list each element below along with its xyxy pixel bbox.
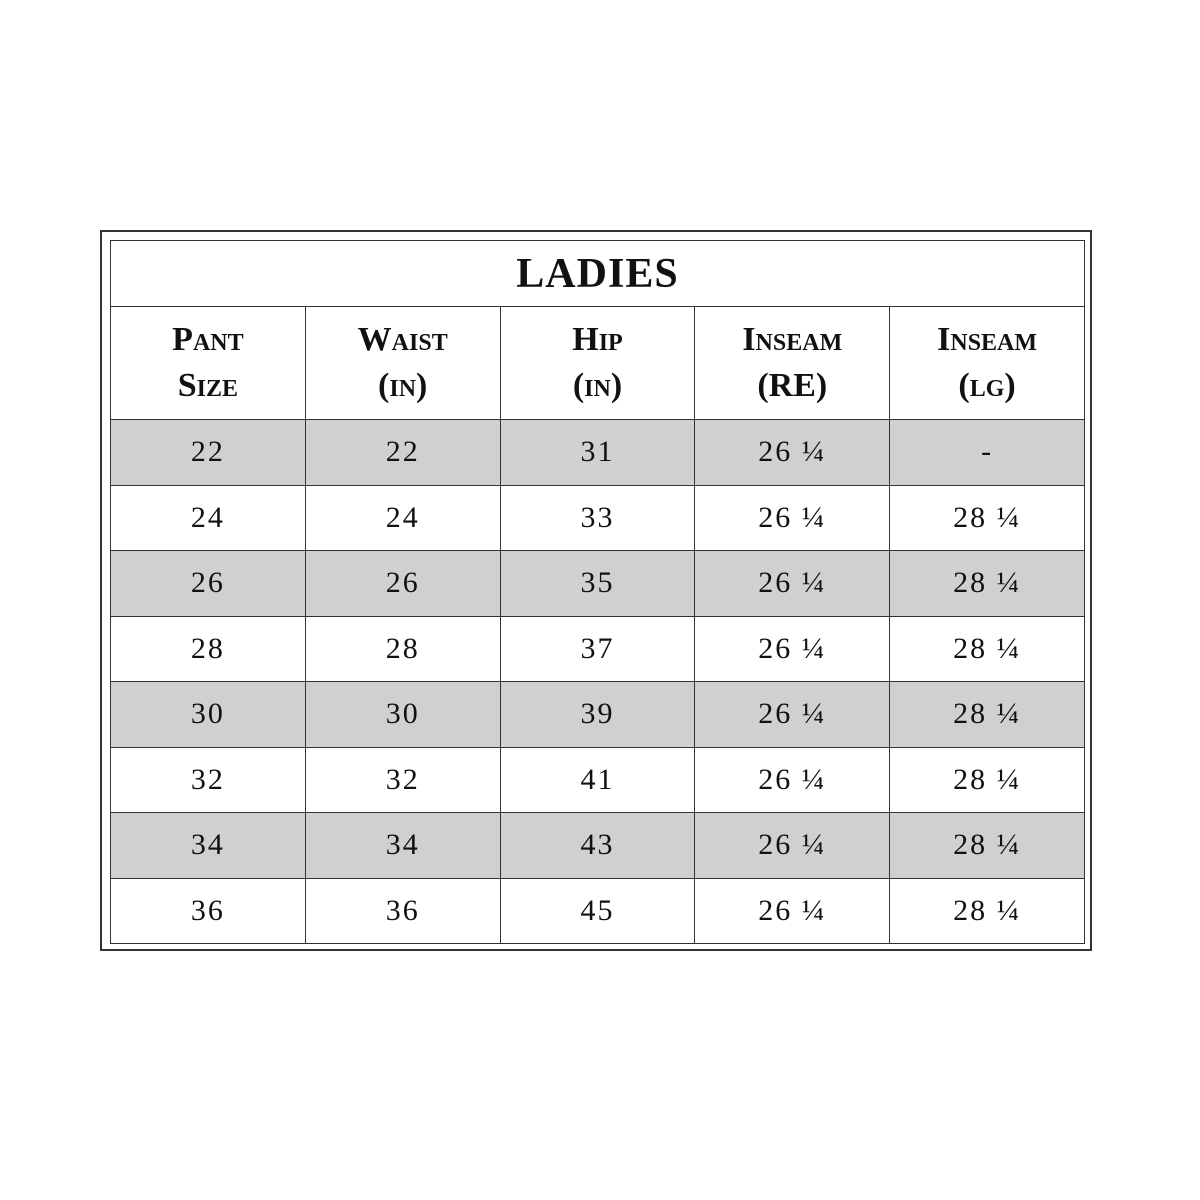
cell-pant-size: 22 (111, 420, 306, 485)
table-row (111, 813, 1084, 879)
cell-hip: 35 (501, 551, 696, 616)
cell-hip: 41 (501, 748, 696, 813)
cell-inseam-lg: 28 ¼ (953, 631, 1022, 665)
cell-pant-size: 36 (111, 879, 306, 944)
header-inseam-lg-line2: (lg) (958, 367, 1016, 404)
cell-inseam-re: 26 ¼ (695, 748, 890, 813)
header-row (111, 307, 1084, 420)
cell-inseam-re: 26 ¼ (695, 682, 890, 747)
table-row (111, 879, 1084, 944)
table-row (111, 486, 1084, 552)
cell-waist: 26 (306, 551, 501, 616)
cell-hip: 45 (501, 879, 696, 944)
cell-inseam-lg: 28 ¼ (953, 893, 1022, 927)
header-hip (501, 307, 696, 419)
cell-hip: 33 (501, 486, 696, 551)
cell-waist: 30 (306, 682, 501, 747)
header-waist (306, 307, 501, 419)
cell-pant-size: 26 (111, 551, 306, 616)
cell-pant-size: 32 (111, 748, 306, 813)
cell-waist: 28 (306, 617, 501, 682)
cell-inseam-re: 26 ¼ (695, 486, 890, 551)
header-waist-line1: Waist (357, 321, 448, 358)
table-row (111, 617, 1084, 683)
cell-waist: 34 (306, 813, 501, 878)
cell-inseam-re: 26 ¼ (695, 879, 890, 944)
table-title: LADIES (111, 241, 1084, 307)
cell-pant-size: 30 (111, 682, 306, 747)
header-inseam-re-line2: (RE) (757, 367, 828, 404)
header-inseam-re-line1: Inseam (742, 321, 843, 358)
cell-hip: 37 (501, 617, 696, 682)
size-chart-table (110, 240, 1085, 944)
header-pant-size-line1: Pant (172, 321, 244, 358)
cell-pant-size: 28 (111, 617, 306, 682)
header-hip-line1: Hip (572, 321, 623, 358)
cell-inseam-re: 26 ¼ (695, 420, 890, 485)
cell-waist: 24 (306, 486, 501, 551)
cell-inseam-re: 26 ¼ (695, 813, 890, 878)
cell-inseam-re: 26 ¼ (695, 551, 890, 616)
table-row (111, 420, 1084, 486)
cell-inseam-lg: 28 ¼ (953, 566, 1022, 600)
table-row (111, 682, 1084, 748)
cell-hip: 31 (501, 420, 696, 485)
header-pant-size (111, 307, 306, 419)
cell-inseam-lg: 28 ¼ (953, 697, 1022, 731)
cell-waist: 22 (306, 420, 501, 485)
table-row (111, 748, 1084, 814)
header-inseam-lg (890, 307, 1084, 419)
header-pant-size-line2: Size (177, 367, 239, 404)
cell-hip: 39 (501, 682, 696, 747)
table-row (111, 551, 1084, 617)
header-waist-line2: (in) (378, 367, 428, 404)
cell-hip: 43 (501, 813, 696, 878)
cell-waist: 32 (306, 748, 501, 813)
header-inseam-lg-line1: Inseam (937, 321, 1038, 358)
header-inseam-re (695, 307, 890, 419)
cell-pant-size: 34 (111, 813, 306, 878)
cell-inseam-lg: - (981, 435, 994, 469)
cell-waist: 36 (306, 879, 501, 944)
cell-inseam-lg: 28 ¼ (953, 828, 1022, 862)
cell-pant-size: 24 (111, 486, 306, 551)
cell-inseam-re: 26 ¼ (695, 617, 890, 682)
cell-inseam-lg: 28 ¼ (953, 762, 1022, 796)
cell-inseam-lg: 28 ¼ (953, 500, 1022, 534)
header-hip-line2: (in) (572, 367, 623, 404)
